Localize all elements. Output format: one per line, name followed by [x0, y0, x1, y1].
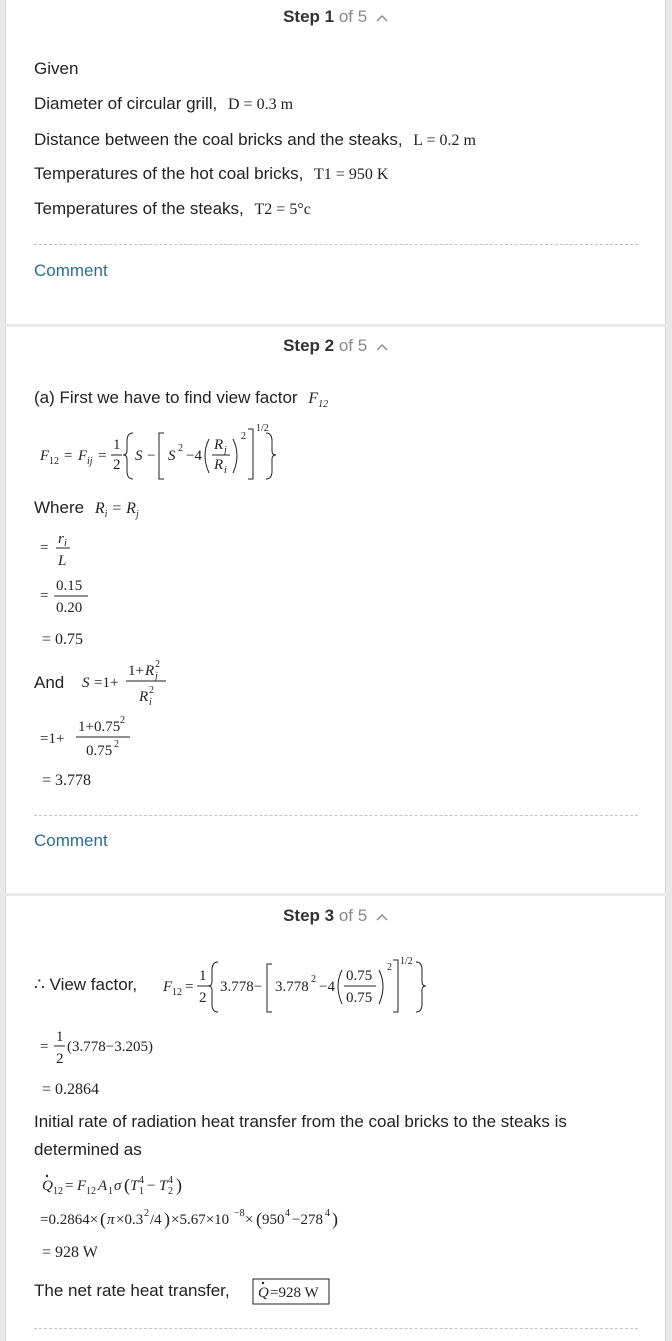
svg-text:F: F: [78, 448, 88, 464]
svg-text:F: F: [77, 1178, 87, 1194]
svg-text:F: F: [40, 448, 50, 464]
svg-text:2: 2: [114, 739, 119, 750]
svg-text:S: S: [82, 675, 90, 691]
svg-text:=: =: [40, 588, 49, 604]
given-t1: [34, 163, 388, 186]
view-factor-substituted: [161, 956, 431, 1020]
svg-text:12: 12: [53, 1186, 63, 1197]
step-2-card: [5, 327, 666, 893]
svg-text:2: 2: [241, 431, 246, 442]
svg-text:): ): [332, 1209, 338, 1229]
svg-text:1: 1: [56, 1029, 64, 1045]
svg-text:(3.778−3.205): (3.778−3.205): [67, 1039, 153, 1055]
svg-text:/4: /4: [150, 1212, 162, 1228]
net-rate-answer-box: [252, 1278, 332, 1306]
svg-text:0.75: 0.75: [86, 743, 113, 759]
heat-rate-values: [40, 1204, 380, 1234]
where-line: [34, 497, 139, 526]
svg-text:=: =: [98, 448, 107, 464]
radius-ratio: [40, 529, 100, 573]
svg-text:2: 2: [168, 1186, 173, 1197]
chevron-up-icon[interactable]: [376, 14, 388, 22]
svg-text:(: (: [100, 1209, 106, 1229]
svg-text:0.75: 0.75: [346, 968, 373, 984]
svg-text:2: 2: [155, 659, 160, 670]
given-heading: Given: [34, 59, 79, 78]
and-text: And: [34, 673, 65, 692]
svg-text:2: 2: [311, 974, 316, 985]
divider: [34, 244, 638, 245]
svg-text:4: 4: [325, 1208, 330, 1219]
given-distance: [34, 129, 476, 152]
heat-rate-formula: [40, 1170, 220, 1200]
svg-text:2: 2: [387, 962, 392, 973]
svg-text:2: 2: [144, 1208, 149, 1219]
svg-text:0.75: 0.75: [346, 990, 373, 1006]
svg-text:i: i: [224, 465, 227, 476]
svg-text:=: =: [65, 1178, 74, 1194]
svg-text:S: S: [135, 448, 143, 464]
svg-text:1: 1: [139, 1186, 144, 1197]
step-1-header[interactable]: [6, 7, 665, 27]
view-factor-formula: [38, 419, 298, 489]
where-math: $R_i = R_j$: [94, 500, 139, 520]
svg-text:=: =: [40, 1039, 49, 1055]
svg-text:j: j: [155, 671, 158, 682]
svg-text:R: R: [214, 437, 224, 453]
comment-link[interactable]: Comment: [34, 261, 108, 280]
svg-text:(: (: [124, 1175, 130, 1195]
given-t1-label: Temperatures of the hot coal bricks,: [34, 164, 304, 183]
where-text: Where: [34, 498, 85, 517]
view-factor-simplified: [40, 1026, 180, 1070]
step-total: of 5: [338, 336, 368, 355]
svg-text:i: i: [64, 538, 67, 549]
svg-text:−4: −4: [319, 979, 335, 995]
chevron-up-icon[interactable]: [376, 913, 388, 921]
svg-text:1: 1: [108, 1186, 113, 1197]
svg-text:1/2: 1/2: [400, 956, 413, 967]
svg-text:T: T: [159, 1178, 168, 1194]
svg-text:2: 2: [178, 443, 183, 454]
heat-transfer-text-2: determined as: [34, 1140, 142, 1159]
svg-text:×: ×: [245, 1212, 254, 1228]
svg-text:4: 4: [285, 1208, 290, 1219]
svg-text:1+0.75: 1+0.75: [78, 719, 121, 735]
view-factor-label: ∴ View factor,: [34, 975, 138, 994]
view-factor-symbol: $F_{12}$: [308, 390, 329, 410]
given-t1-math: T1 = 950 K: [314, 166, 389, 183]
step-3-header[interactable]: [6, 906, 665, 926]
svg-text:σ: σ: [114, 1178, 122, 1194]
view-factor-intro-text: (a) First we have to find view factor: [34, 388, 298, 407]
svg-text:1/2: 1/2: [256, 423, 269, 434]
heat-rate-result: = 928 W: [42, 1244, 98, 1261]
svg-text:S: S: [168, 448, 176, 464]
svg-text:R: R: [145, 663, 155, 679]
given-distance-math: L = 0.2 m: [413, 132, 476, 149]
svg-text:R: R: [214, 457, 224, 473]
svg-text:4: 4: [168, 1175, 173, 1186]
svg-text:12: 12: [49, 456, 59, 467]
svg-text:=: =: [40, 540, 49, 556]
given-t2-math: T2 = 5°c: [254, 201, 311, 218]
step-3-card: [5, 896, 666, 1341]
given-t2-label: Temperatures of the steaks,: [34, 199, 244, 218]
svg-text:i: i: [149, 697, 152, 708]
svg-text:j: j: [224, 445, 227, 456]
svg-text:π: π: [107, 1212, 115, 1228]
svg-text:950: 950: [262, 1212, 285, 1228]
given-t2: [34, 198, 311, 221]
svg-text:2: 2: [120, 715, 125, 726]
svg-text:0.20: 0.20: [56, 600, 83, 616]
svg-text:1+: 1+: [128, 663, 144, 679]
radius-ratio-result: = 0.75: [42, 631, 84, 648]
svg-text:(: (: [256, 1209, 262, 1229]
svg-text:1: 1: [199, 968, 207, 984]
svg-text:ij: ij: [87, 456, 93, 467]
svg-text:): ): [164, 1209, 170, 1229]
step-number: Step 3: [283, 906, 335, 925]
divider: [34, 1328, 638, 1329]
svg-text:=: =: [64, 448, 73, 464]
svg-text:2: 2: [113, 457, 121, 473]
svg-text:−4: −4: [186, 448, 202, 464]
svg-text:12: 12: [172, 987, 182, 998]
comment-link[interactable]: Comment: [34, 831, 108, 850]
svg-text:4: 4: [139, 1175, 144, 1186]
svg-text:=928 W: =928 W: [270, 1285, 319, 1301]
svg-text:F: F: [163, 979, 173, 995]
svg-text:2: 2: [199, 990, 207, 1006]
svg-text:Q: Q: [258, 1285, 269, 1301]
step-number: Step 1: [283, 7, 335, 26]
svg-text:R: R: [139, 689, 149, 705]
svg-text:−: −: [147, 1178, 156, 1194]
s-result: = 3.778: [42, 772, 92, 789]
heat-transfer-text-1: Initial rate of radiation heat transfer from the coal bricks to the steaks is: [34, 1112, 567, 1131]
svg-text:−: −: [147, 448, 156, 464]
svg-text:T: T: [130, 1178, 139, 1194]
given-diameter: [34, 93, 293, 116]
svg-text:L: L: [58, 553, 67, 569]
svg-text:2: 2: [149, 685, 154, 696]
svg-text:=1+: =1+: [40, 731, 65, 747]
step-1-card: [5, 0, 666, 324]
svg-text:=1+: =1+: [94, 675, 119, 691]
s-values: [40, 713, 150, 763]
svg-text:=: =: [185, 979, 194, 995]
svg-text:0.15: 0.15: [56, 578, 83, 594]
svg-text:12: 12: [86, 1186, 96, 1197]
given-diameter-label: Diameter of circular grill,: [34, 94, 218, 113]
and-line: [34, 672, 64, 694]
svg-text:Q: Q: [42, 1178, 53, 1194]
view-factor-result: = 0.2864: [42, 1081, 100, 1098]
svg-text:=0.2864×: =0.2864×: [40, 1212, 99, 1228]
given-distance-label: Distance between the coal bricks and the steaks,: [34, 130, 403, 149]
step-total: of 5: [338, 7, 368, 26]
divider: [34, 815, 638, 816]
step-number: Step 2: [283, 336, 335, 355]
chevron-up-icon[interactable]: [376, 343, 388, 351]
svg-text:): ): [176, 1175, 182, 1195]
svg-text:−278: −278: [292, 1212, 323, 1228]
svg-text:2: 2: [56, 1051, 64, 1067]
net-rate-label: The net rate heat transfer,: [34, 1281, 230, 1300]
svg-text:×5.67×10: ×5.67×10: [171, 1212, 230, 1228]
svg-text:r: r: [58, 531, 64, 547]
svg-text:A: A: [98, 1178, 108, 1194]
s-formula: [82, 657, 192, 709]
svg-text:3.778−: 3.778−: [220, 979, 263, 995]
step-total: of 5: [338, 906, 368, 925]
svg-text:3.778: 3.778: [275, 979, 309, 995]
radius-ratio-values: [40, 574, 120, 618]
step-2-header[interactable]: [6, 336, 665, 356]
svg-text:×0.3: ×0.3: [116, 1212, 144, 1228]
svg-text:−8: −8: [234, 1208, 245, 1219]
view-factor-intro: [34, 387, 328, 416]
svg-text:1: 1: [113, 437, 121, 453]
given-diameter-math: D = 0.3 m: [228, 96, 294, 113]
